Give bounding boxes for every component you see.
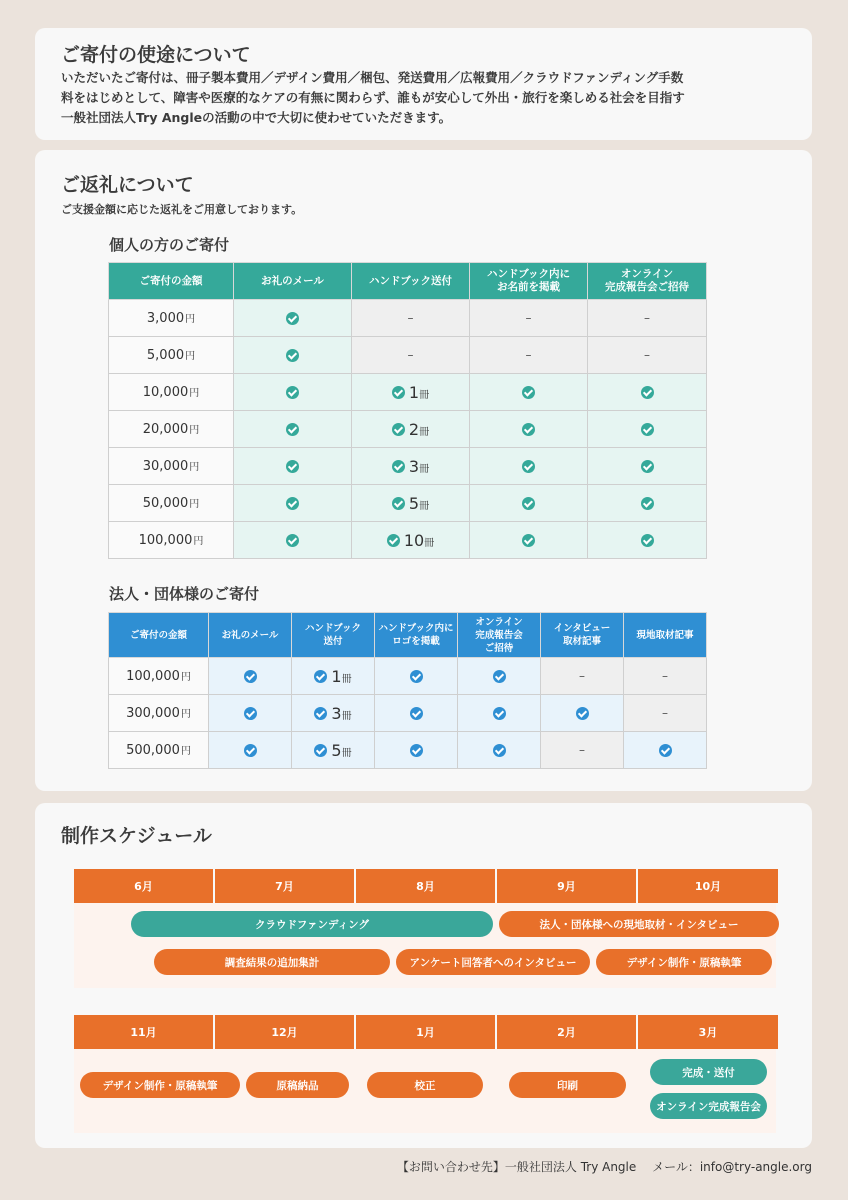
dash: – <box>525 310 532 325</box>
amount-value: 30,000 <box>142 459 189 474</box>
reward-cell-included <box>234 300 352 337</box>
month-header: 6月 <box>74 869 213 903</box>
month-header: 10月 <box>638 869 778 903</box>
check-circle-icon <box>641 386 654 399</box>
yen-unit: 円 <box>180 672 191 683</box>
yen-unit: 円 <box>193 536 204 547</box>
dash: – <box>525 347 532 362</box>
reward-cell-none <box>588 300 707 337</box>
table-row <box>109 732 707 769</box>
check-circle-icon <box>410 744 423 757</box>
schedule-task-bar: デザイン制作・原稿執筆 <box>596 949 772 975</box>
month-header: 2月 <box>497 1015 636 1049</box>
check-circle-icon <box>392 386 405 399</box>
check-circle-icon <box>641 460 654 473</box>
check-circle-icon <box>392 497 405 510</box>
usage-title: ご寄付の使途について <box>61 44 251 66</box>
month-header: 3月 <box>638 1015 778 1049</box>
amount-value: 20,000 <box>142 422 189 437</box>
reward-cell-included <box>470 374 588 411</box>
table-row <box>109 658 707 695</box>
column-header: ハンドブック内に お名前を掲載 <box>470 263 588 300</box>
reward-cell-included <box>375 695 458 732</box>
column-header: オンライン 完成報告会ご招待 <box>588 263 707 300</box>
reward-cell-included <box>470 448 588 485</box>
handbook-quantity <box>331 741 351 760</box>
reward-cell-handbook <box>352 374 470 411</box>
quantity-number: 5 <box>408 493 420 513</box>
reward-cell-handbook <box>352 448 470 485</box>
reward-cell-included <box>234 448 352 485</box>
quantity-unit: 冊 <box>341 673 352 685</box>
dash: – <box>644 347 650 362</box>
schedule-gantt-second-half <box>74 1015 776 1133</box>
check-circle-icon <box>286 386 299 399</box>
check-circle-icon <box>314 707 327 720</box>
quantity-unit: 冊 <box>419 463 430 475</box>
yen-unit: 円 <box>189 388 200 399</box>
reward-cell-included <box>458 658 541 695</box>
reward-cell-handbook <box>292 732 375 769</box>
quantity-unit: 冊 <box>341 747 352 759</box>
reward-cell-included <box>470 485 588 522</box>
amount-cell <box>109 374 234 411</box>
rewards-card <box>35 150 812 791</box>
reward-cell-included <box>588 374 707 411</box>
check-circle-icon <box>286 312 299 325</box>
amount-value: 300,000 <box>126 706 180 721</box>
reward-cell-none <box>588 337 707 374</box>
reward-cell-included <box>470 411 588 448</box>
schedule-gantt-first-half <box>74 869 776 989</box>
usage-text-line-2: 料をはじめとして、障害や医療的なケアの有無に関わらず、誰もが安心して外出・旅行を楽しめる社会を目指す <box>61 90 685 105</box>
reward-cell-included <box>209 732 292 769</box>
check-circle-icon <box>410 707 423 720</box>
handbook-quantity <box>331 667 351 686</box>
handbook-quantity <box>404 531 434 550</box>
check-circle-icon <box>286 460 299 473</box>
check-circle-icon <box>493 707 506 720</box>
check-circle-icon <box>392 460 405 473</box>
reward-cell-none <box>624 695 707 732</box>
table-row <box>109 337 707 374</box>
usage-text-line-3: 一般社団法人Try Angleの活動の中で大切に使わせていただきます。 <box>61 110 452 125</box>
quantity-number: 1 <box>331 666 342 686</box>
schedule-task-bar: 法人・団体様への現地取材・インタビュー <box>499 911 779 937</box>
reward-cell-handbook <box>292 695 375 732</box>
quantity-number: 10 <box>403 530 425 550</box>
schedule-task-bar: オンライン完成報告会 <box>650 1093 767 1119</box>
usage-card <box>35 28 812 140</box>
corporate-title: 法人・団体様のご寄付 <box>109 585 260 603</box>
quantity-unit: 冊 <box>341 710 352 722</box>
usage-text-line-1: いただいたご寄付は、冊子製本費用／デザイン費用／梱包、発送費用／広報費用／クラウドファンディング手数 <box>61 70 684 85</box>
yen-unit: 円 <box>189 425 200 436</box>
amount-cell <box>109 658 209 695</box>
quantity-number: 1 <box>408 382 420 402</box>
check-circle-icon <box>522 497 535 510</box>
reward-cell-included <box>234 374 352 411</box>
amount-cell <box>109 732 209 769</box>
reward-cell-handbook <box>352 522 470 559</box>
check-circle-icon <box>641 497 654 510</box>
reward-cell-handbook <box>352 485 470 522</box>
amount-value: 10,000 <box>142 385 189 400</box>
check-circle-icon <box>493 744 506 757</box>
corporate-reward-table <box>108 612 707 769</box>
quantity-unit: 冊 <box>419 426 430 438</box>
reward-cell-included <box>234 411 352 448</box>
schedule-task-bar: 調査結果の追加集計 <box>154 949 390 975</box>
reward-cell-included <box>458 732 541 769</box>
check-circle-icon <box>641 423 654 436</box>
yen-unit: 円 <box>185 351 196 362</box>
yen-unit: 円 <box>189 462 200 473</box>
amount-cell <box>109 448 234 485</box>
amount-cell <box>109 522 234 559</box>
quantity-number: 5 <box>331 740 342 760</box>
check-circle-icon <box>659 744 672 757</box>
table-row <box>109 300 707 337</box>
check-circle-icon <box>286 497 299 510</box>
reward-cell-included <box>375 658 458 695</box>
reward-cell-included <box>209 695 292 732</box>
quantity-unit: 冊 <box>419 500 430 512</box>
contact-footer: 【お問い合わせ先】一般社団法人 Try Angle メール：info@try-angle.org <box>396 1160 812 1174</box>
column-header: ハンドブック 送付 <box>292 613 375 658</box>
dash: – <box>579 742 585 757</box>
month-header: 9月 <box>497 869 636 903</box>
table-row <box>109 485 707 522</box>
month-header: 11月 <box>74 1015 213 1049</box>
table-row <box>109 448 707 485</box>
check-circle-icon <box>244 670 257 683</box>
rewards-title: ご返礼について <box>61 174 194 196</box>
reward-cell-included <box>588 485 707 522</box>
reward-cell-included <box>588 411 707 448</box>
month-header: 7月 <box>215 869 354 903</box>
column-header: オンライン 完成報告会 ご招待 <box>458 613 541 658</box>
reward-cell-included <box>588 448 707 485</box>
individual-reward-table <box>108 262 707 559</box>
reward-cell-included <box>234 337 352 374</box>
amount-cell <box>109 300 234 337</box>
quantity-unit: 冊 <box>419 389 430 401</box>
dash: – <box>644 310 650 325</box>
dash: – <box>662 668 668 683</box>
dash: – <box>407 310 414 325</box>
month-header: 12月 <box>215 1015 354 1049</box>
month-header: 8月 <box>356 869 495 903</box>
reward-cell-none <box>541 658 624 695</box>
reward-cell-included <box>588 522 707 559</box>
column-header: ご寄付の金額 <box>109 613 209 658</box>
schedule-task-bar: クラウドファンディング <box>131 911 493 937</box>
amount-value: 50,000 <box>142 496 189 511</box>
month-header: 1月 <box>356 1015 495 1049</box>
column-header: 現地取材記事 <box>624 613 707 658</box>
reward-cell-included <box>458 695 541 732</box>
column-header: ハンドブック内に ロゴを掲載 <box>375 613 458 658</box>
schedule-task-bar: 校正 <box>367 1072 483 1098</box>
amount-value: 100,000 <box>126 669 180 684</box>
handbook-quantity <box>409 383 429 402</box>
check-circle-icon <box>314 744 327 757</box>
reward-cell-included <box>234 522 352 559</box>
reward-cell-handbook <box>292 658 375 695</box>
check-circle-icon <box>522 423 535 436</box>
schedule-task-bar: 原稿納品 <box>246 1072 349 1098</box>
reward-cell-included <box>209 658 292 695</box>
amount-value: 500,000 <box>126 743 180 758</box>
check-circle-icon <box>244 744 257 757</box>
reward-cell-included <box>624 732 707 769</box>
amount-value: 5,000 <box>146 348 185 363</box>
dash: – <box>662 705 668 720</box>
table-row <box>109 374 707 411</box>
table-row <box>109 695 707 732</box>
check-circle-icon <box>392 423 405 436</box>
reward-cell-included <box>470 522 588 559</box>
check-circle-icon <box>522 534 535 547</box>
dash: – <box>579 668 585 683</box>
schedule-task-bar: 印刷 <box>509 1072 626 1098</box>
check-circle-icon <box>314 670 327 683</box>
check-circle-icon <box>576 707 589 720</box>
check-circle-icon <box>286 534 299 547</box>
quantity-number: 3 <box>408 456 420 476</box>
schedule-title: 制作スケジュール <box>61 825 212 847</box>
handbook-quantity <box>409 457 429 476</box>
reward-cell-none <box>541 732 624 769</box>
amount-cell <box>109 411 234 448</box>
reward-cell-included <box>375 732 458 769</box>
reward-cell-included <box>234 485 352 522</box>
yen-unit: 円 <box>180 709 191 720</box>
check-circle-icon <box>286 349 299 362</box>
check-circle-icon <box>387 534 400 547</box>
yen-unit: 円 <box>185 314 196 325</box>
amount-cell <box>109 485 234 522</box>
column-header: ご寄付の金額 <box>109 263 234 300</box>
usage-text <box>61 68 801 128</box>
handbook-quantity <box>331 704 351 723</box>
handbook-quantity <box>409 420 429 439</box>
amount-value: 100,000 <box>138 533 193 548</box>
schedule-task-bar: アンケート回答者へのインタビュー <box>396 949 590 975</box>
dash: – <box>407 347 414 362</box>
yen-unit: 円 <box>180 746 191 757</box>
reward-cell-none <box>470 337 588 374</box>
reward-cell-none <box>624 658 707 695</box>
check-circle-icon <box>522 386 535 399</box>
yen-unit: 円 <box>189 499 200 510</box>
check-circle-icon <box>286 423 299 436</box>
table-row <box>109 522 707 559</box>
reward-cell-none <box>470 300 588 337</box>
handbook-quantity <box>409 494 429 513</box>
rewards-intro: ご支援金額に応じた返礼をご用意しております。 <box>61 203 303 216</box>
amount-cell <box>109 337 234 374</box>
column-header: ハンドブック送付 <box>352 263 470 300</box>
quantity-number: 3 <box>331 703 342 723</box>
check-circle-icon <box>410 670 423 683</box>
reward-cell-none <box>352 300 470 337</box>
check-circle-icon <box>244 707 257 720</box>
amount-cell <box>109 695 209 732</box>
check-circle-icon <box>493 670 506 683</box>
table-row <box>109 411 707 448</box>
reward-cell-included <box>541 695 624 732</box>
schedule-task-bar: 完成・送付 <box>650 1059 767 1085</box>
reward-cell-handbook <box>352 411 470 448</box>
column-header: お礼のメール <box>209 613 292 658</box>
schedule-task-bar: デザイン制作・原稿執筆 <box>80 1072 240 1098</box>
quantity-unit: 冊 <box>424 537 435 549</box>
check-circle-icon <box>641 534 654 547</box>
column-header: お礼のメール <box>234 263 352 300</box>
check-circle-icon <box>522 460 535 473</box>
column-header: インタビュー 取材記事 <box>541 613 624 658</box>
individual-title: 個人の方のご寄付 <box>109 236 230 254</box>
quantity-number: 2 <box>408 419 420 439</box>
amount-value: 3,000 <box>146 311 185 326</box>
reward-cell-none <box>352 337 470 374</box>
